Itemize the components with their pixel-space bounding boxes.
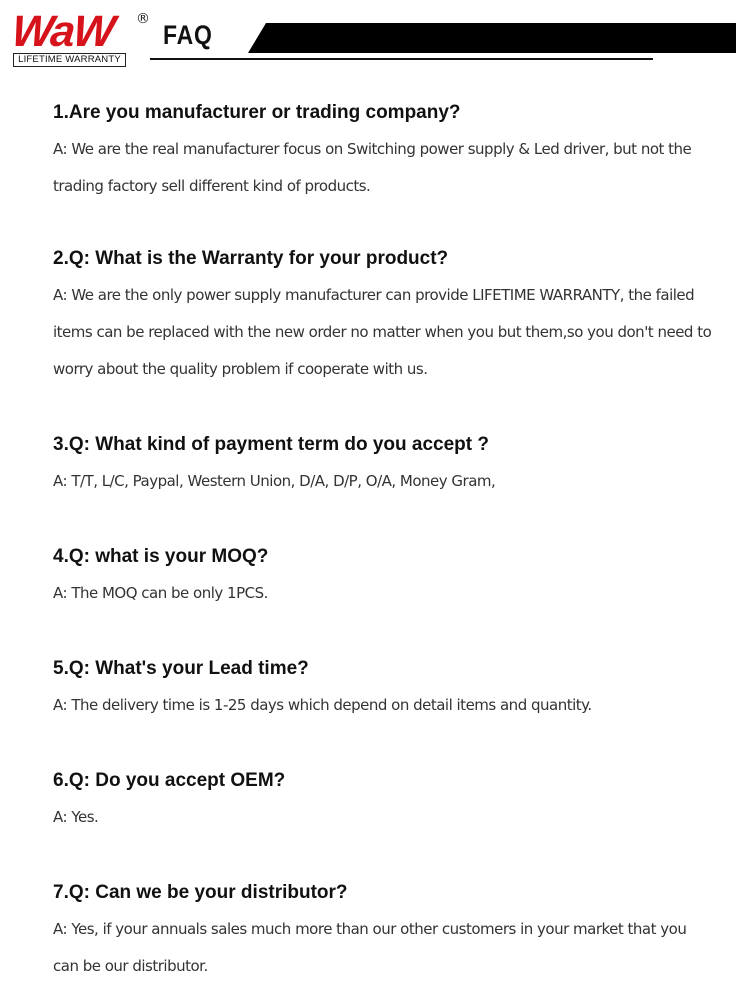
faq-question: 3.Q: What kind of payment term do you accept ? (53, 434, 489, 455)
faq-question: 7.Q: Can we be your distributor? (53, 882, 348, 903)
faq-question: 6.Q: Do you accept OEM? (53, 770, 286, 791)
faq-item-7 (53, 875, 713, 985)
header-divider-line (150, 58, 653, 60)
brand-logo (9, 7, 152, 68)
faq-answer: A: We are the real manufacturer focus on Switching power supply & Led driver, but not the trading factory sell different kind of products. (53, 140, 692, 195)
faq-question: 4.Q: what is your MOQ? (53, 546, 269, 567)
faq-answer: A: The MOQ can be only 1PCS. (53, 584, 268, 602)
faq-question: 1.Are you manufacturer or trading company? (53, 102, 461, 123)
registered-mark: ® (136, 11, 150, 27)
faq-answer: A: T/T, L/C, Paypal, Western Union, D/A, D/P, O/A, Money Gram, (53, 472, 496, 490)
faq-question: 5.Q: What's your Lead time? (53, 658, 309, 679)
header-band-shape (248, 23, 736, 53)
faq-item-4 (53, 539, 713, 612)
page-title: FAQ (163, 20, 213, 50)
faq-question: 2.Q: What is the Warranty for your product? (53, 248, 449, 269)
faq-item-1 (53, 95, 713, 205)
faq-item-3 (53, 427, 713, 500)
faq-item-6 (53, 763, 713, 836)
faq-answer: A: Yes, if your annuals sales much more than our other customers in your market that you can be our distributor. (53, 920, 687, 975)
faq-answer: A: Yes. (53, 808, 99, 826)
faq-item-5 (53, 651, 713, 724)
faq-answer: A: The delivery time is 1-25 days which depend on detail items and quantity. (53, 696, 592, 714)
header-band-decoration (248, 23, 736, 53)
faq-answer: A: We are the only power supply manufacturer can provide LIFETIME WARRANTY, the failed items can be replaced with the new order no matter when you but them,so you don't need to worry about the quality problem if cooperate with us. (53, 286, 712, 378)
faq-item-2 (53, 241, 713, 388)
logo-tagline: LIFETIME WARRANTY (13, 53, 126, 67)
page-header (0, 0, 736, 75)
logo-wordmark: WaW (9, 7, 116, 56)
